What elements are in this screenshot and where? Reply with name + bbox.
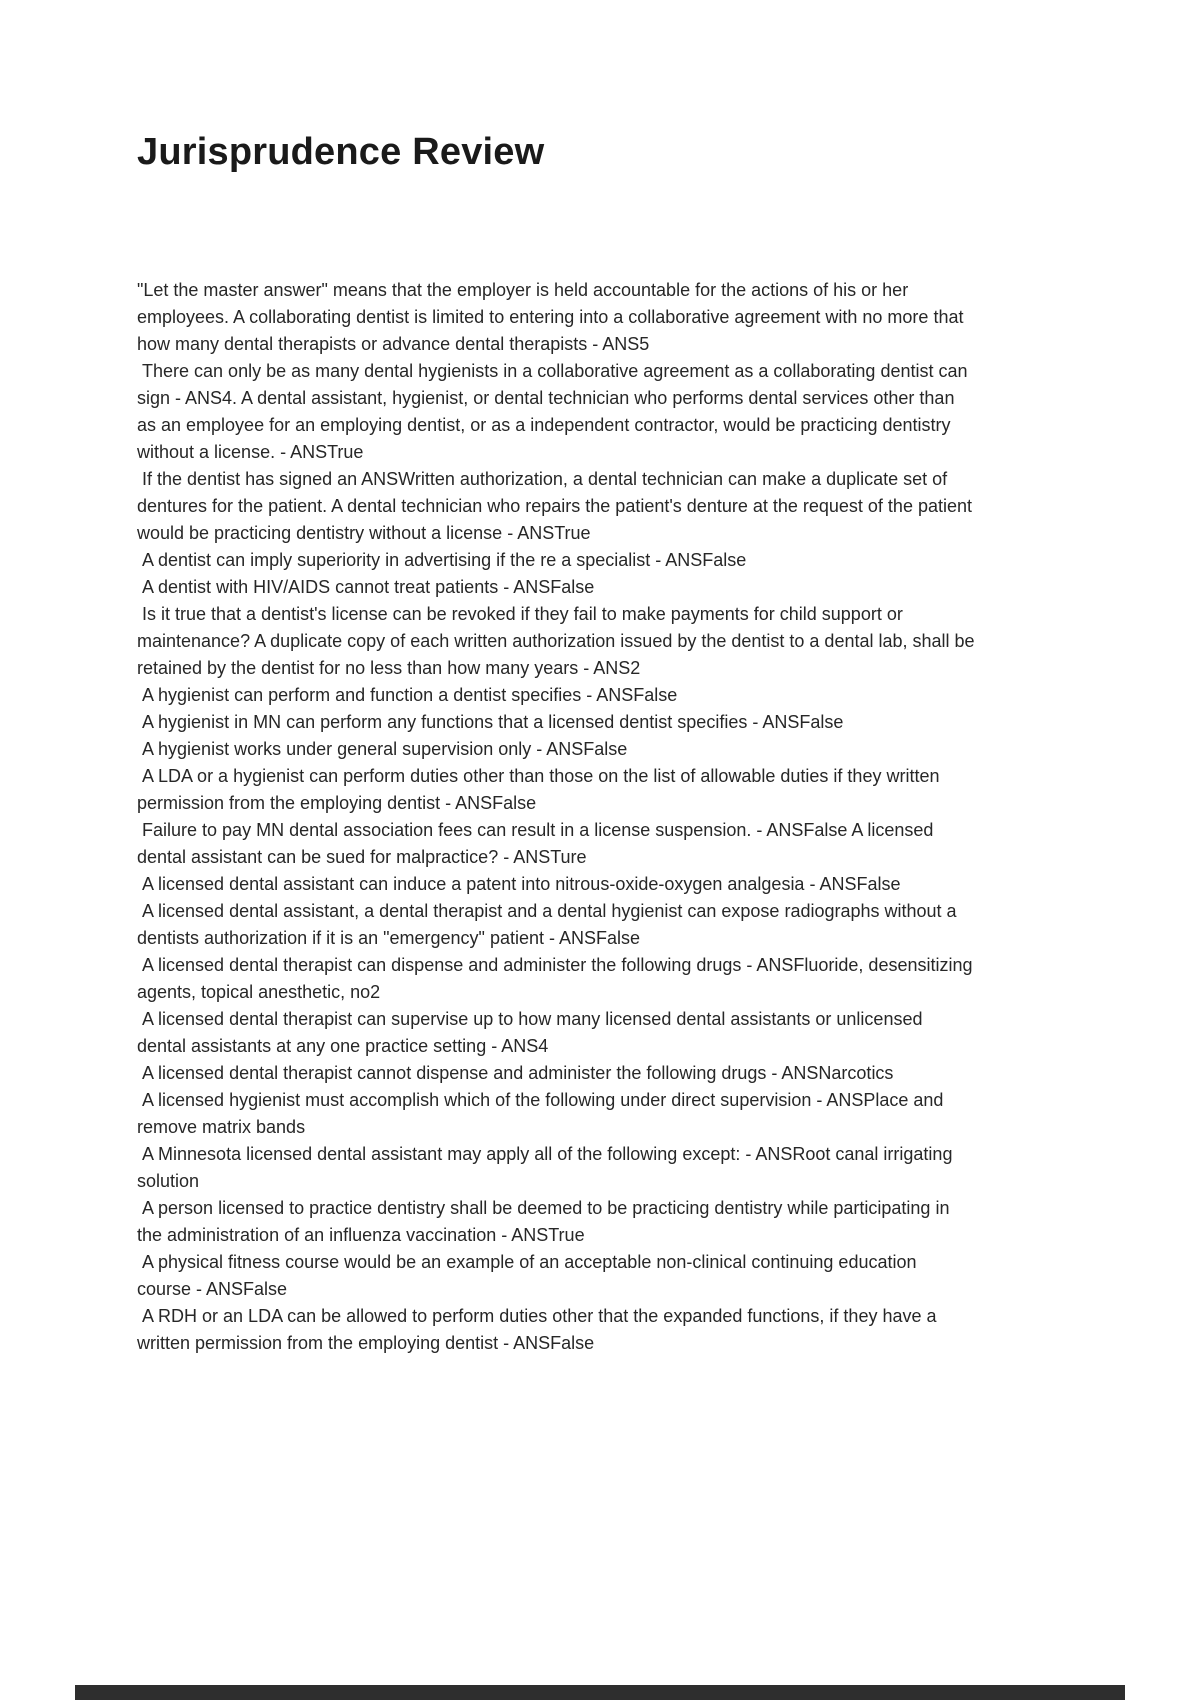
document-body xyxy=(137,277,980,1357)
paragraph: A licensed hygienist must accomplish which of the following under direct supervision - ANSPlace and remove matrix bands xyxy=(137,1090,949,1137)
paragraph: A person licensed to practice dentistry shall be deemed to be practicing dentistry while participating in the administration of an influenza vaccination - ANSTrue xyxy=(137,1198,955,1245)
paragraph: A licensed dental therapist cannot dispense and administer the following drugs - ANSNarcotics xyxy=(137,1063,894,1083)
paragraph: A physical fitness course would be an example of an acceptable non-clinical continuing education course - ANSFalse xyxy=(137,1252,922,1299)
paragraph: A licensed dental therapist can supervise up to how many licensed dental assistants or unlicensed dental assistants at any one practice setting - ANS4 xyxy=(137,1009,928,1056)
paragraph: A dentist can imply superiority in advertising if the re a specialist - ANSFalse xyxy=(137,550,747,570)
paragraph: Is it true that a dentist's license can be revoked if they fail to make payments for child support or maintenance? A duplicate copy of each written authorization issued by the dentist to a dental lab, shall be retained by the dentist for no less than how many years - ANS2 xyxy=(137,604,980,678)
paragraph: If the dentist has signed an ANSWritten authorization, a dental technician can make a duplicate set of dentures for the patient. A dental technician who repairs the patient's denture at the request of the patient would be practicing dentistry without a license - ANSTrue xyxy=(137,469,978,543)
paragraph: A licensed dental assistant can induce a patent into nitrous-oxide-oxygen analgesia - ANSFalse xyxy=(137,874,901,894)
paragraph: A LDA or a hygienist can perform duties other than those on the list of allowable duties if they written permission from the employing dentist - ANSFalse xyxy=(137,766,945,813)
paragraph: There can only be as many dental hygienists in a collaborative agreement as a collaborating dentist can sign - ANS4. A dental assistant, hygienist, or dental technician who performs dental services other than as an employee for an employing dentist, or as a independent contractor, would be practicing dentistry without a license. - ANSTrue xyxy=(137,361,973,462)
paragraph: "Let the master answer" means that the employer is held accountable for the actions of his or her employees. A collaborating dentist is limited to entering into a collaborative agreement with no more that how many dental therapists or advance dental therapists - ANS5 xyxy=(137,280,969,354)
paragraph: A licensed dental therapist can dispense and administer the following drugs - ANSFluoride, desensitizing agents, topical anesthetic, no2 xyxy=(137,955,978,1002)
paragraph: A licensed dental assistant, a dental therapist and a dental hygienist can expose radiographs without a dentists authorization if it is an "emergency" patient - ANSFalse xyxy=(137,901,962,948)
paragraph: Failure to pay MN dental association fees can result in a license suspension. - ANSFalse A licensed dental assistant can be sued for malpractice? - ANSTure xyxy=(137,820,939,867)
paragraph: A hygienist can perform and function a dentist specifies - ANSFalse xyxy=(137,685,678,705)
paragraph: A dentist with HIV/AIDS cannot treat patients - ANSFalse xyxy=(137,577,595,597)
document-page xyxy=(137,0,980,1357)
paragraph: A hygienist works under general supervision only - ANSFalse xyxy=(137,739,628,759)
page-title: Jurisprudence Review xyxy=(137,131,545,173)
next-page-edge xyxy=(75,1685,1125,1700)
paragraph: A RDH or an LDA can be allowed to perform duties other that the expanded functions, if they have a written permission from the employing dentist - ANSFalse xyxy=(137,1306,942,1353)
paragraph: A Minnesota licensed dental assistant may apply all of the following except: - ANSRoot canal irrigating solution xyxy=(137,1144,958,1191)
paragraph: A hygienist in MN can perform any functions that a licensed dentist specifies - ANSFalse xyxy=(137,712,844,732)
